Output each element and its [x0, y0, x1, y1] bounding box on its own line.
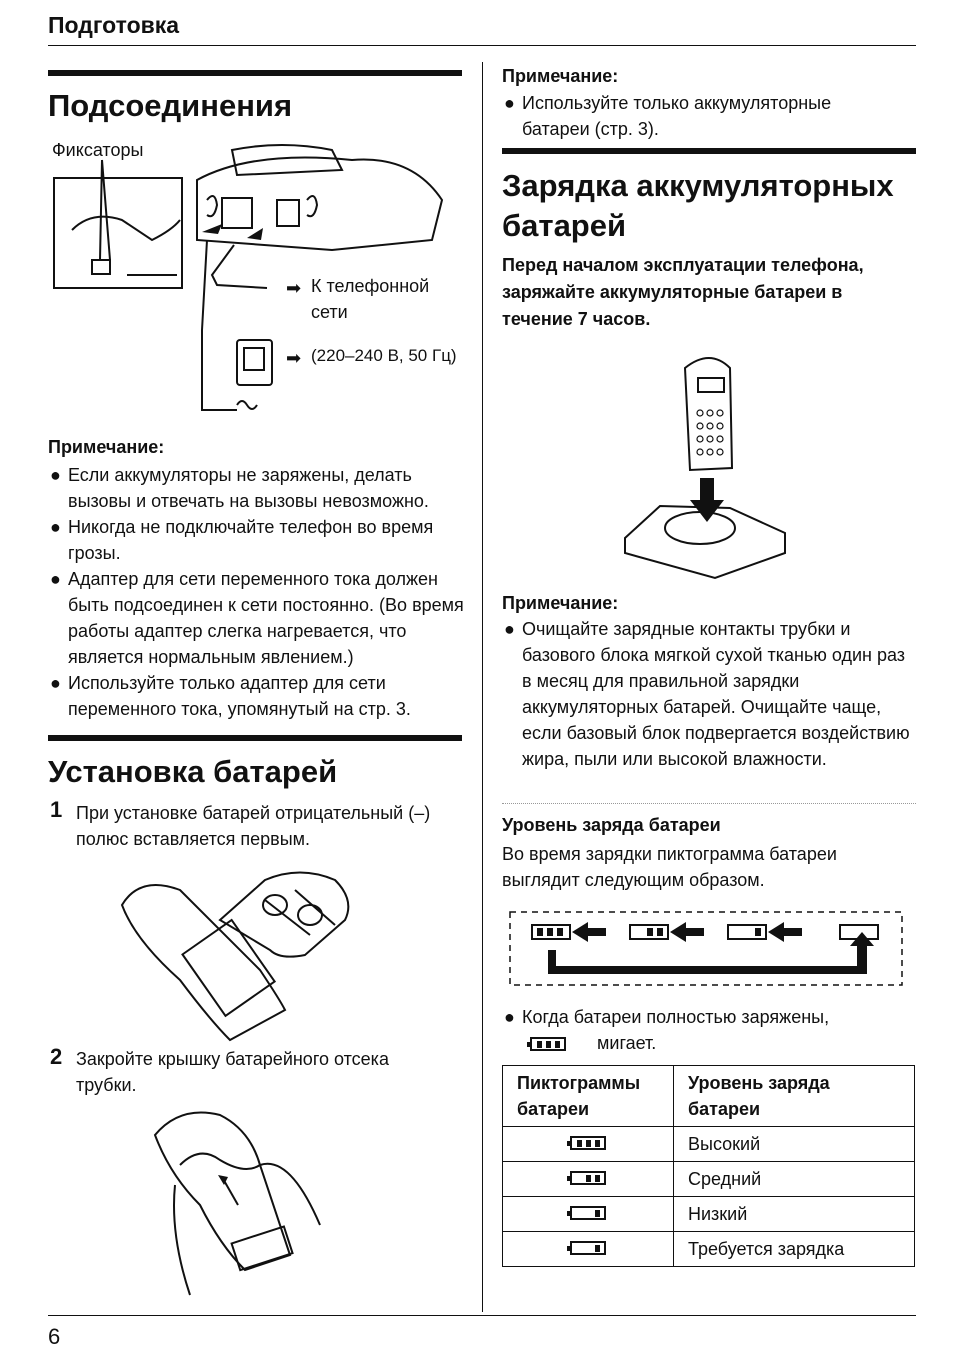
battery-level-cell: Высокий [674, 1127, 915, 1162]
line-label: К телефонной [311, 276, 430, 296]
battery-flashing-icon [570, 1241, 606, 1255]
battery-level-text: Во время зарядки пиктограмма батареи выглядит следующим образом. [502, 844, 837, 890]
battery-icon [570, 1136, 606, 1150]
latches-label: Фиксаторы [52, 140, 144, 160]
header-rule [48, 45, 916, 46]
footer-rule [48, 1315, 916, 1316]
table-header-row [503, 1066, 915, 1127]
battery-icon [570, 1206, 606, 1220]
page-number: 6 [48, 1324, 61, 1349]
note-item: Когда батареи полностью заряжены, [522, 1007, 830, 1027]
connections-notes: ● Если аккумуляторы не заряжены, делать вызовы и отвечать на вызовы невозможно. ● Никогда не подключайте телефон во время грозы. ● Адаптер для сети переменного тока должен быть подсоединен к сети постоянно. (Во время работы адаптер слегка нагревается, что является нормальным явлением.) ● Используйте только адаптер для сети переменного тока, упомянутый на стр. 3. [50, 465, 464, 719]
battery-level-cell: Средний [674, 1162, 915, 1197]
connections-title: Подсоединения [48, 88, 293, 123]
charging-sequence-diagram [510, 910, 905, 990]
table-header: Уровень заряда батареи [674, 1066, 915, 1127]
battery-icon [570, 1171, 606, 1185]
note-title: Примечание: [502, 66, 619, 86]
line-label-2: сети [311, 302, 348, 322]
table-row [503, 1197, 915, 1232]
battery-icon-cell [503, 1197, 674, 1232]
note-item: Используйте только адаптер для сети переменного тока, упомянутый на стр. 3. [68, 673, 411, 719]
cover-close-illustration [150, 1105, 330, 1300]
step-number: 1 [50, 797, 63, 822]
flashing-battery-icon [530, 1032, 570, 1058]
arrow-icon: ➡ [286, 278, 302, 298]
battery-icon-cell [503, 1232, 674, 1267]
battery-level-cell: Требуется зарядка [674, 1232, 915, 1267]
note-item: Адаптер для сети переменного тока должен быть подсоединен к сети постоянно. (Во время работы адаптер слегка нагревается, что является нормальным явлением.) [68, 569, 464, 667]
arrow-icon: ➡ [286, 348, 302, 368]
battery-icon-cell [503, 1162, 674, 1197]
table-header: Пиктограммы батареи [503, 1066, 674, 1127]
power-label: (220–240 В, 50 Гц) [311, 346, 457, 365]
step-number: 2 [50, 1044, 63, 1069]
section-rule [48, 70, 462, 76]
table-row [503, 1127, 915, 1162]
section-rule [502, 148, 916, 154]
note-item: Никогда не подключайте телефон во время грозы. [68, 517, 434, 563]
full-charge-note: ● Когда батареи полностью заряжены, мигает. [522, 1004, 902, 1056]
note-item: Если аккумуляторы не заряжены, делать вызовы и отвечать на вызовы невозможно. [68, 465, 429, 511]
note-title: Примечание: [502, 593, 619, 613]
note-item: Очищайте зарядные контакты трубки и базового блока мягкой сухой тканью один раз в месяц для правильной зарядки аккумуляторных батарей. Очищайте чаще, если базовый блок подвергается воздействию жира, пыли или высокой влажности. [522, 619, 910, 769]
table-row [503, 1162, 915, 1197]
battery-level-table [502, 1065, 915, 1267]
column-divider [482, 62, 483, 1312]
battery-icon-cell [503, 1127, 674, 1162]
charging-title: Зарядка аккумуляторных батарей [502, 168, 894, 243]
right-note: ● Используйте только аккумуляторные батареи (стр. 3). [504, 93, 832, 139]
battery-level-cell: Низкий [674, 1197, 915, 1232]
section-rule [48, 735, 462, 741]
note-item: мигает. [597, 1033, 657, 1053]
note-title: Примечание: [48, 437, 165, 457]
step-text: При установке батарей отрицательный (–) полюс вставляется первым. [76, 803, 431, 849]
table-row [503, 1232, 915, 1267]
charging-intro: Перед началом эксплуатации телефона, заряжайте аккумуляторные батареи в течение 7 часов. [502, 255, 864, 329]
charging-note: ● Очищайте зарядные контакты трубки и базового блока мягкой сухой тканью один раз в месяц для правильной зарядки аккумуляторных батарей. Очищайте чаще, если базовый блок подвергается воздействию жира, пыли или высокой влажности. [504, 619, 910, 769]
step-text: Закройте крышку батарейного отсека трубки. [76, 1049, 389, 1095]
dotted-separator [502, 803, 916, 804]
note-item: Используйте только аккумуляторные батареи (стр. 3). [522, 93, 832, 139]
section-header: Подготовка [48, 12, 180, 38]
install-title: Установка батарей [48, 754, 338, 789]
battery-level-title: Уровень заряда батареи [502, 815, 721, 835]
battery-install-illustration [120, 860, 360, 1045]
handset-charging-illustration [620, 348, 790, 578]
